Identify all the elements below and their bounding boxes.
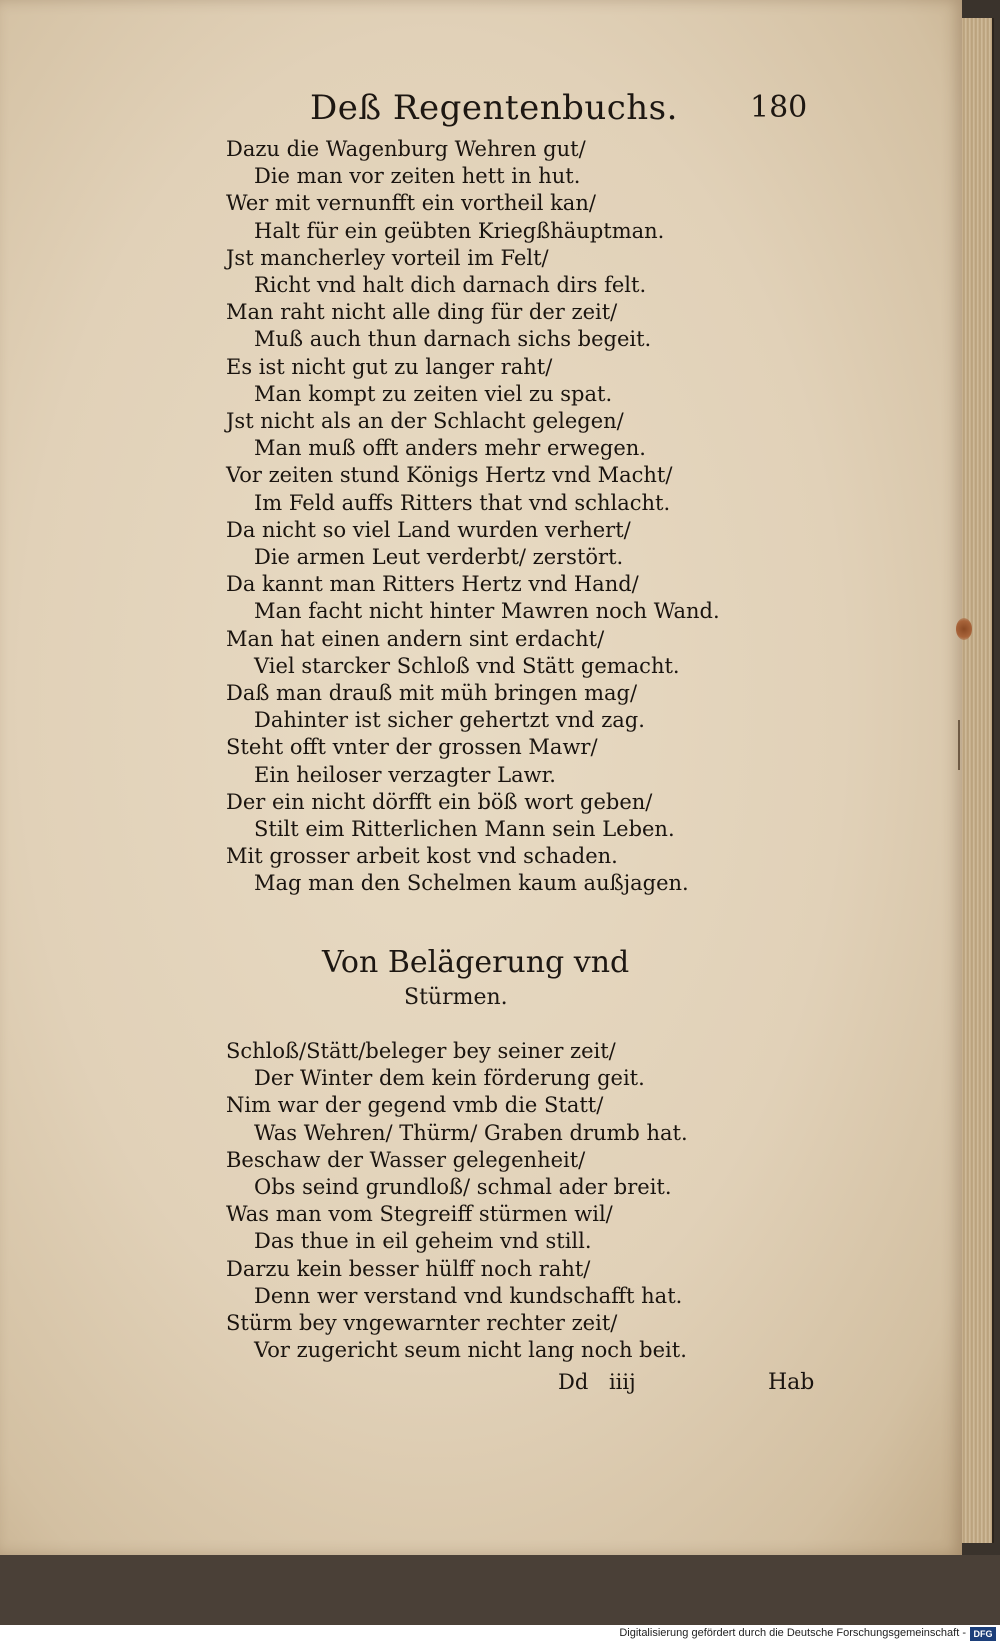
- section-heading: Von Belägerung vnd: [322, 945, 630, 980]
- verse-line: Stilt eim Ritterlichen Mann sein Leben.: [254, 817, 675, 842]
- paper-mark: [958, 720, 960, 770]
- verse-line: Ein heiloser verzagter Lawr.: [254, 762, 556, 787]
- verse-line: Man facht nicht hinter Mawren noch Wand.: [254, 599, 720, 624]
- catchword: Hab: [768, 1370, 815, 1395]
- verse-line: Man hat einen andern sint erdacht/: [226, 626, 605, 651]
- verse-line: Die man vor zeiten hett in hut.: [254, 164, 581, 189]
- folio-number: 180: [750, 90, 808, 125]
- verse-line: Darzu kein besser hülff noch raht/: [226, 1256, 591, 1281]
- verse-line: Man kompt zu zeiten viel zu spat.: [254, 381, 613, 406]
- verse-line: Da kannt man Ritters Hertz vnd Hand/: [226, 572, 639, 597]
- verse-line: Was Wehren/ Thürm/ Graben drumb hat.: [254, 1120, 688, 1145]
- verse-line: Halt für ein geübten Kriegßhäuptman.: [254, 218, 665, 243]
- verse-line: Man raht nicht alle ding für der zeit/: [226, 300, 618, 325]
- verse-line: Der Winter dem kein förderung geit.: [254, 1066, 645, 1091]
- verse-line: Jst nicht als an der Schlacht gelegen/: [226, 409, 624, 434]
- verse-line: Das thue in eil geheim vnd still.: [254, 1229, 592, 1254]
- verse-line: Es ist nicht gut zu langer raht/: [226, 354, 553, 379]
- verse-line: Was man vom Stegreiff stürmen wil/: [226, 1202, 613, 1227]
- verse-line: Dahinter ist sicher gehertzt vnd zag.: [254, 708, 645, 733]
- verse-line: Die armen Leut verderbt/ zerstört.: [254, 545, 624, 570]
- verse-line: Stürm bey vngewarnter rechter zeit/: [226, 1311, 618, 1336]
- dfg-logo: DFG: [970, 1627, 996, 1641]
- verse-line: Steht offt vnter der grossen Mawr/: [226, 735, 598, 760]
- signature-mark: Dd iiij: [558, 1370, 636, 1394]
- verse-line: Muß auch thun darnach sichs begeit.: [254, 327, 652, 352]
- verse-line: Jst mancherley vorteil im Felt/: [226, 245, 549, 270]
- verse-line: Da nicht so viel Land wurden verhert/: [226, 517, 631, 542]
- verse-line: Im Feld auffs Ritters that vnd schlacht.: [254, 490, 671, 515]
- funding-credit: Digitalisierung gefördert durch die Deutsche Forschungsgemeinschaft -: [619, 1627, 966, 1639]
- verse-line: Mit grosser arbeit kost vnd schaden.: [226, 844, 618, 869]
- verse-line: Denn wer verstand vnd kundschafft hat.: [254, 1283, 683, 1308]
- verse-line: Nim war der gegend vmb die Statt/: [226, 1093, 604, 1118]
- verse-line: Viel starcker Schloß vnd Stätt gemacht.: [254, 653, 680, 678]
- page-edges: [962, 18, 994, 1543]
- verse-line: Vor zugericht seum nicht lang noch beit.: [254, 1338, 687, 1363]
- verse-line: Wer mit vernunfft ein vortheil kan/: [226, 191, 596, 216]
- verse-line: Schloß/Stätt/beleger bey seiner zeit/: [226, 1039, 616, 1063]
- verse-block-2: [226, 1038, 688, 1364]
- verse-line: Mag man den Schelmen kaum außjagen.: [254, 871, 689, 896]
- verse-block-1: [226, 136, 720, 898]
- verse-line: Beschaw der Wasser gelegenheit/: [226, 1147, 586, 1172]
- verse-line: Richt vnd halt dich darnach dirs felt.: [254, 273, 647, 298]
- footer-bar: [0, 1625, 1000, 1645]
- running-header: Deß Regentenbuchs.: [310, 88, 678, 128]
- scan-background: [0, 1555, 1000, 1625]
- paper-stain: [956, 618, 972, 640]
- verse-line: Dazu die Wagenburg Wehren gut/: [226, 137, 586, 161]
- verse-line: Daß man drauß mit müh bringen mag/: [226, 681, 638, 706]
- verse-line: Vor zeiten stund Königs Hertz vnd Macht/: [226, 463, 673, 488]
- verse-line: Man muß offt anders mehr erwegen.: [254, 436, 646, 461]
- verse-line: Der ein nicht dörfft ein böß wort geben/: [226, 789, 653, 814]
- section-heading-continuation: Stürmen.: [404, 985, 508, 1010]
- verse-line: Obs seind grundloß/ schmal ader breit.: [254, 1175, 672, 1200]
